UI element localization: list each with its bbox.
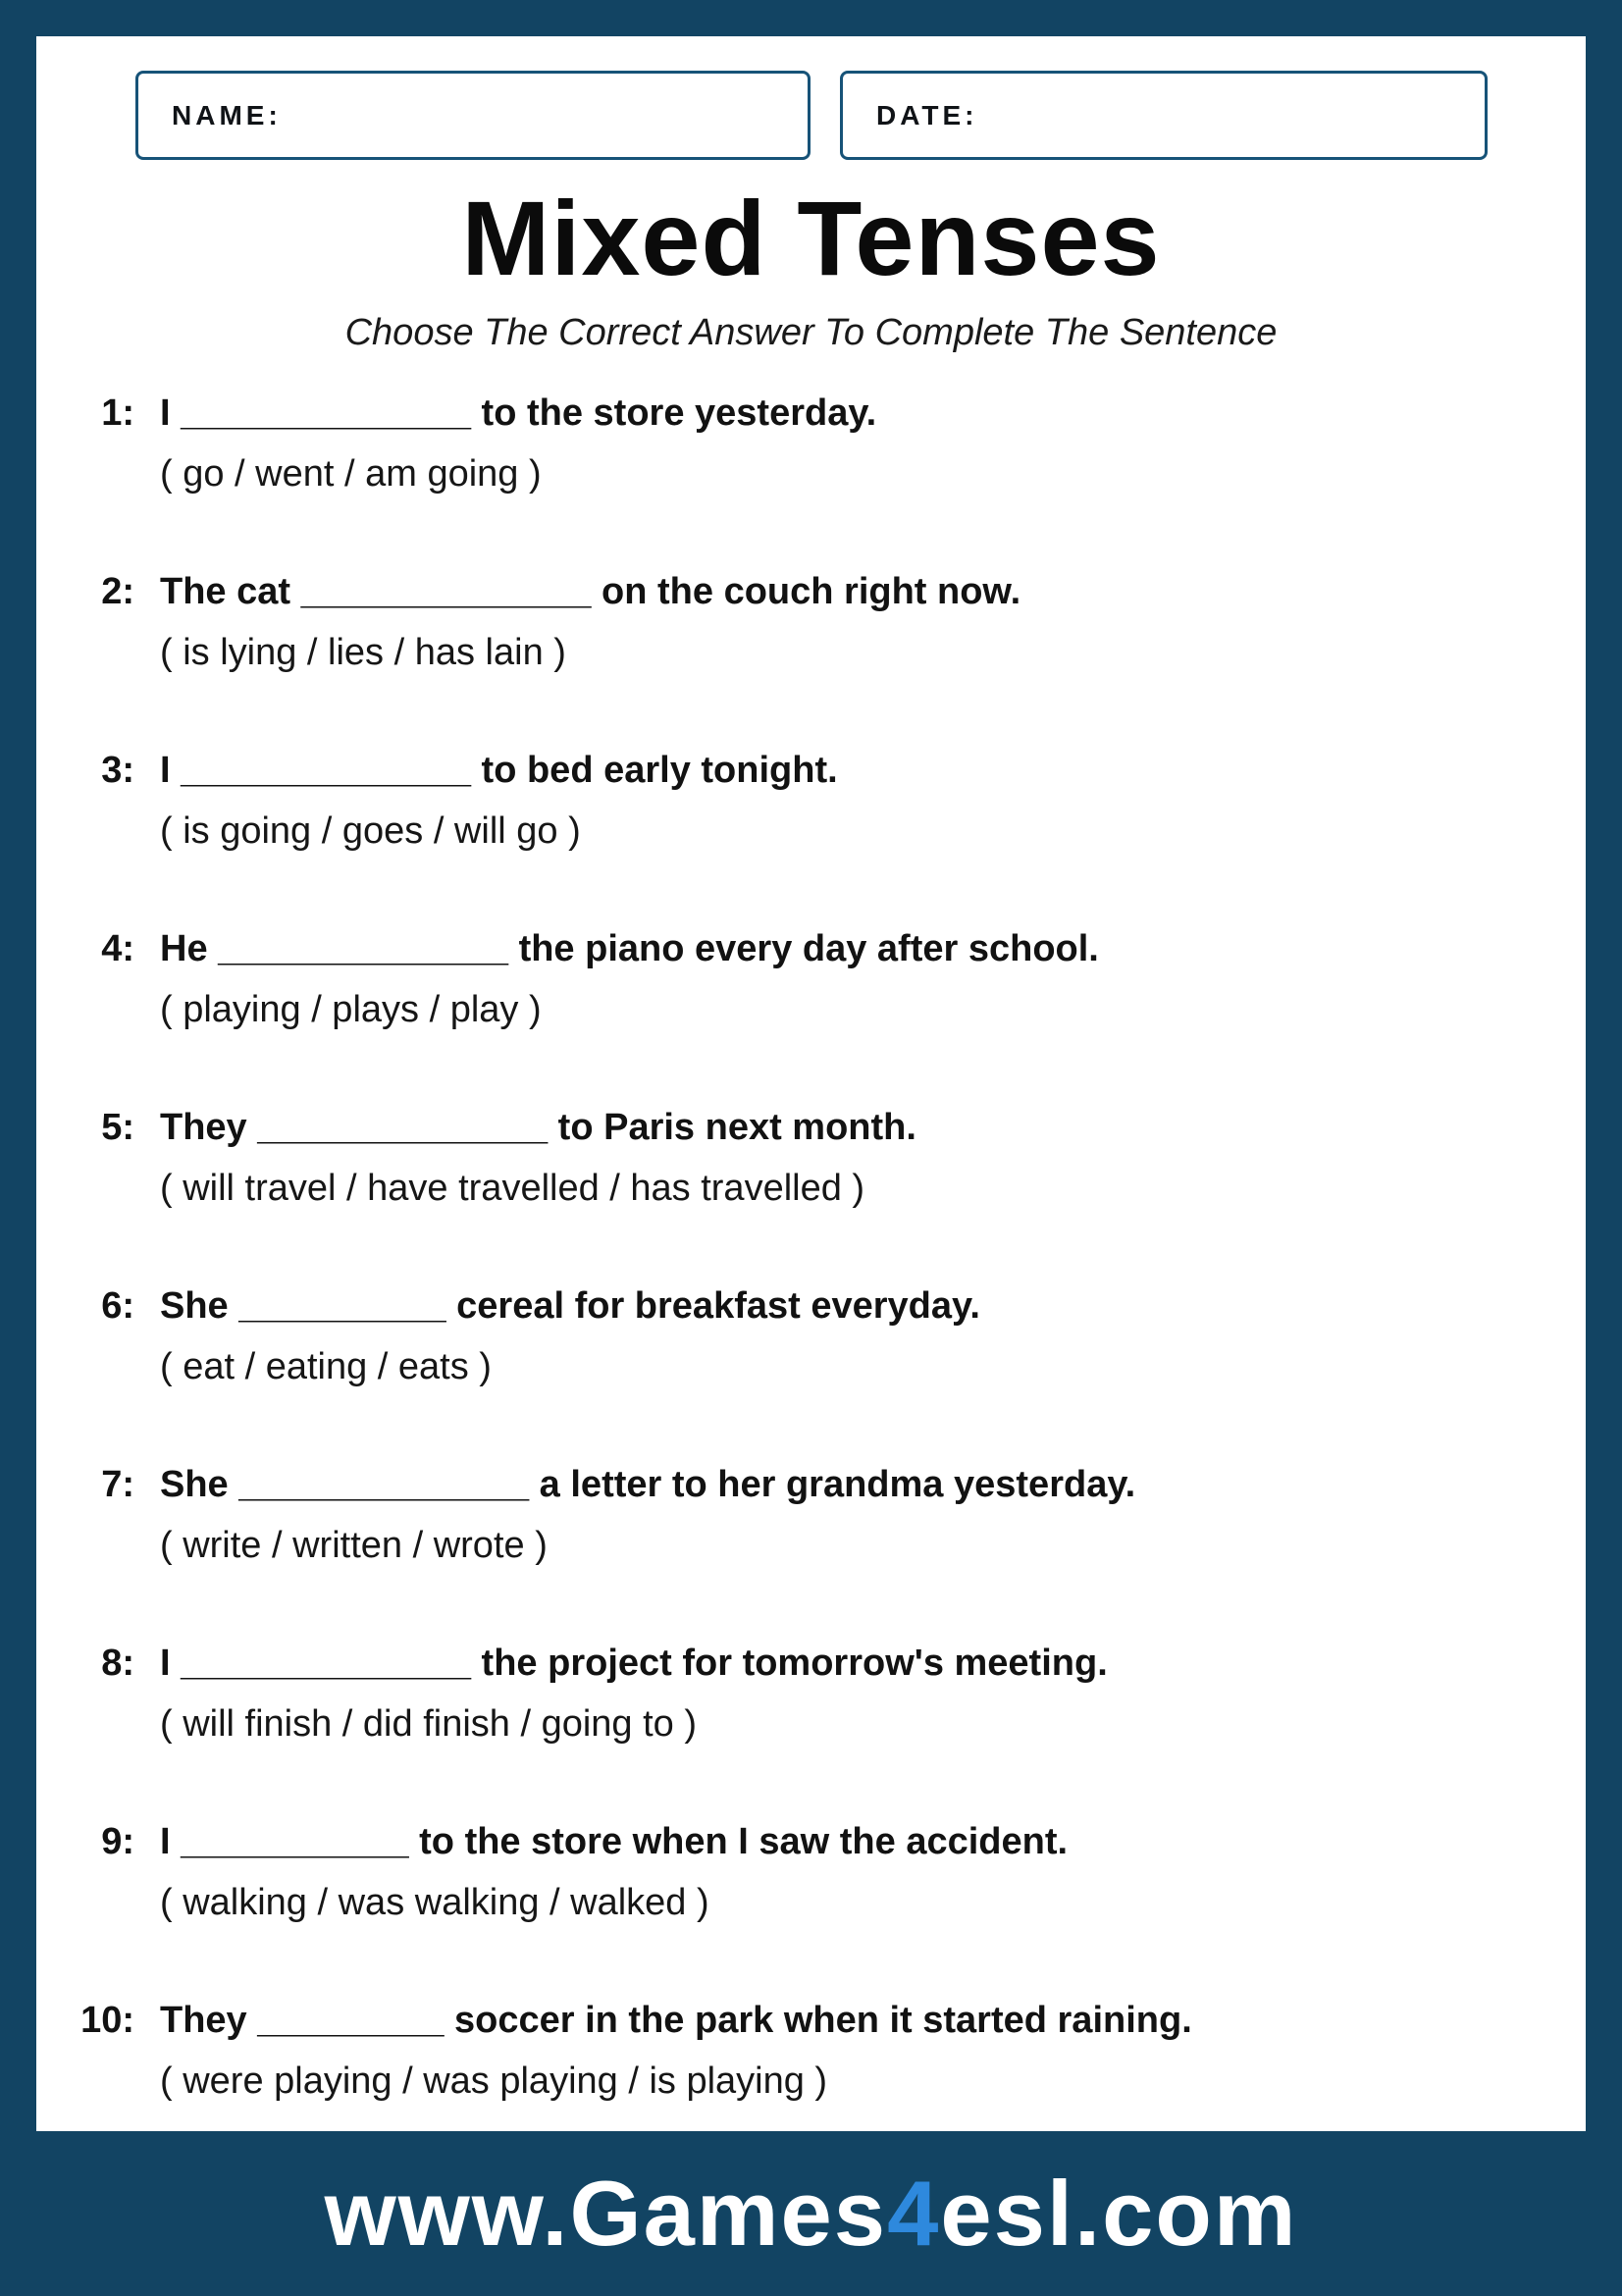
question-options: ( were playing / was playing / is playing ) bbox=[160, 2061, 828, 2102]
page-title: Mixed Tenses bbox=[461, 179, 1161, 297]
question-sentence: She ______________ a letter to her grandma yesterday. bbox=[160, 1464, 1136, 1505]
question-row bbox=[74, 1818, 1586, 1926]
question-sentence: He ______________ the piano every day after school. bbox=[160, 928, 1099, 969]
question-number: 7: bbox=[101, 1464, 134, 1505]
website-url bbox=[325, 2161, 1298, 2267]
question-sentence: I ______________ the project for tomorrow's meeting. bbox=[160, 1643, 1108, 1684]
question-options: ( go / went / am going ) bbox=[160, 453, 542, 495]
question-sentence-line bbox=[74, 568, 1586, 615]
question-sentence: They _________ soccer in the park when it started raining. bbox=[160, 2000, 1192, 2041]
question-sentence: She __________ cereal for breakfast everyday. bbox=[160, 1285, 980, 1327]
question-list bbox=[36, 390, 1586, 2105]
question-row bbox=[74, 1282, 1586, 1390]
question-number: 5: bbox=[101, 1107, 134, 1148]
question-row bbox=[74, 568, 1586, 676]
question-row bbox=[74, 1640, 1586, 1748]
question-number: 8: bbox=[101, 1643, 134, 1684]
question-sentence-line bbox=[74, 747, 1586, 794]
header-fields bbox=[135, 71, 1488, 160]
name-field-box bbox=[135, 71, 811, 160]
question-sentence: I ___________ to the store when I saw the accident. bbox=[160, 1821, 1069, 1862]
question-number: 4: bbox=[101, 928, 134, 969]
question-row bbox=[74, 747, 1586, 855]
question-number: 3: bbox=[101, 750, 134, 791]
question-options: ( is lying / lies / has lain ) bbox=[160, 632, 566, 673]
question-number: 10: bbox=[80, 2000, 134, 2041]
question-options: ( playing / plays / play ) bbox=[160, 989, 542, 1030]
question-sentence: The cat ______________ on the couch right now. bbox=[160, 571, 1021, 612]
question-options: ( will travel / have travelled / has travelled ) bbox=[160, 1168, 865, 1209]
question-row bbox=[74, 1104, 1586, 1212]
question-options: ( write / written / wrote ) bbox=[160, 1525, 548, 1566]
question-row bbox=[74, 1461, 1586, 1569]
worksheet-body bbox=[36, 36, 1586, 2131]
question-sentence-line bbox=[74, 1461, 1586, 1508]
question-sentence-line bbox=[74, 925, 1586, 972]
question-number: 9: bbox=[101, 1821, 134, 1862]
question-sentence-line bbox=[74, 1104, 1586, 1151]
question-options: ( is going / goes / will go ) bbox=[160, 810, 581, 852]
question-row bbox=[74, 925, 1586, 1033]
date-label: DATE: bbox=[876, 99, 978, 130]
url-suffix: esl.com bbox=[940, 2162, 1298, 2265]
question-sentence-line bbox=[74, 1282, 1586, 1330]
question-sentence: I ______________ to the store yesterday. bbox=[160, 392, 877, 434]
question-sentence: I ______________ to bed early tonight. bbox=[160, 750, 838, 791]
question-options: ( walking / was walking / walked ) bbox=[160, 1882, 709, 1923]
question-row bbox=[74, 390, 1586, 497]
url-number-4: 4 bbox=[887, 2162, 941, 2265]
question-number: 2: bbox=[101, 571, 134, 612]
instructions-text: Choose The Correct Answer To Complete The Sentence bbox=[344, 312, 1278, 353]
question-sentence-line bbox=[74, 390, 1586, 437]
question-number: 1: bbox=[101, 392, 134, 434]
question-number: 6: bbox=[101, 1285, 134, 1327]
question-sentence-line bbox=[74, 1640, 1586, 1687]
question-sentence-line bbox=[74, 1997, 1586, 2044]
question-sentence-line bbox=[74, 1818, 1586, 1865]
question-row bbox=[74, 1997, 1586, 2105]
url-prefix: www.Games bbox=[324, 2162, 888, 2265]
question-options: ( will finish / did finish / going to ) bbox=[160, 1703, 698, 1745]
date-field-box bbox=[840, 71, 1488, 160]
name-label: NAME: bbox=[172, 99, 282, 130]
footer-banner bbox=[0, 2131, 1622, 2296]
question-options: ( eat / eating / eats ) bbox=[160, 1346, 492, 1387]
question-sentence: They ______________ to Paris next month. bbox=[160, 1107, 916, 1148]
